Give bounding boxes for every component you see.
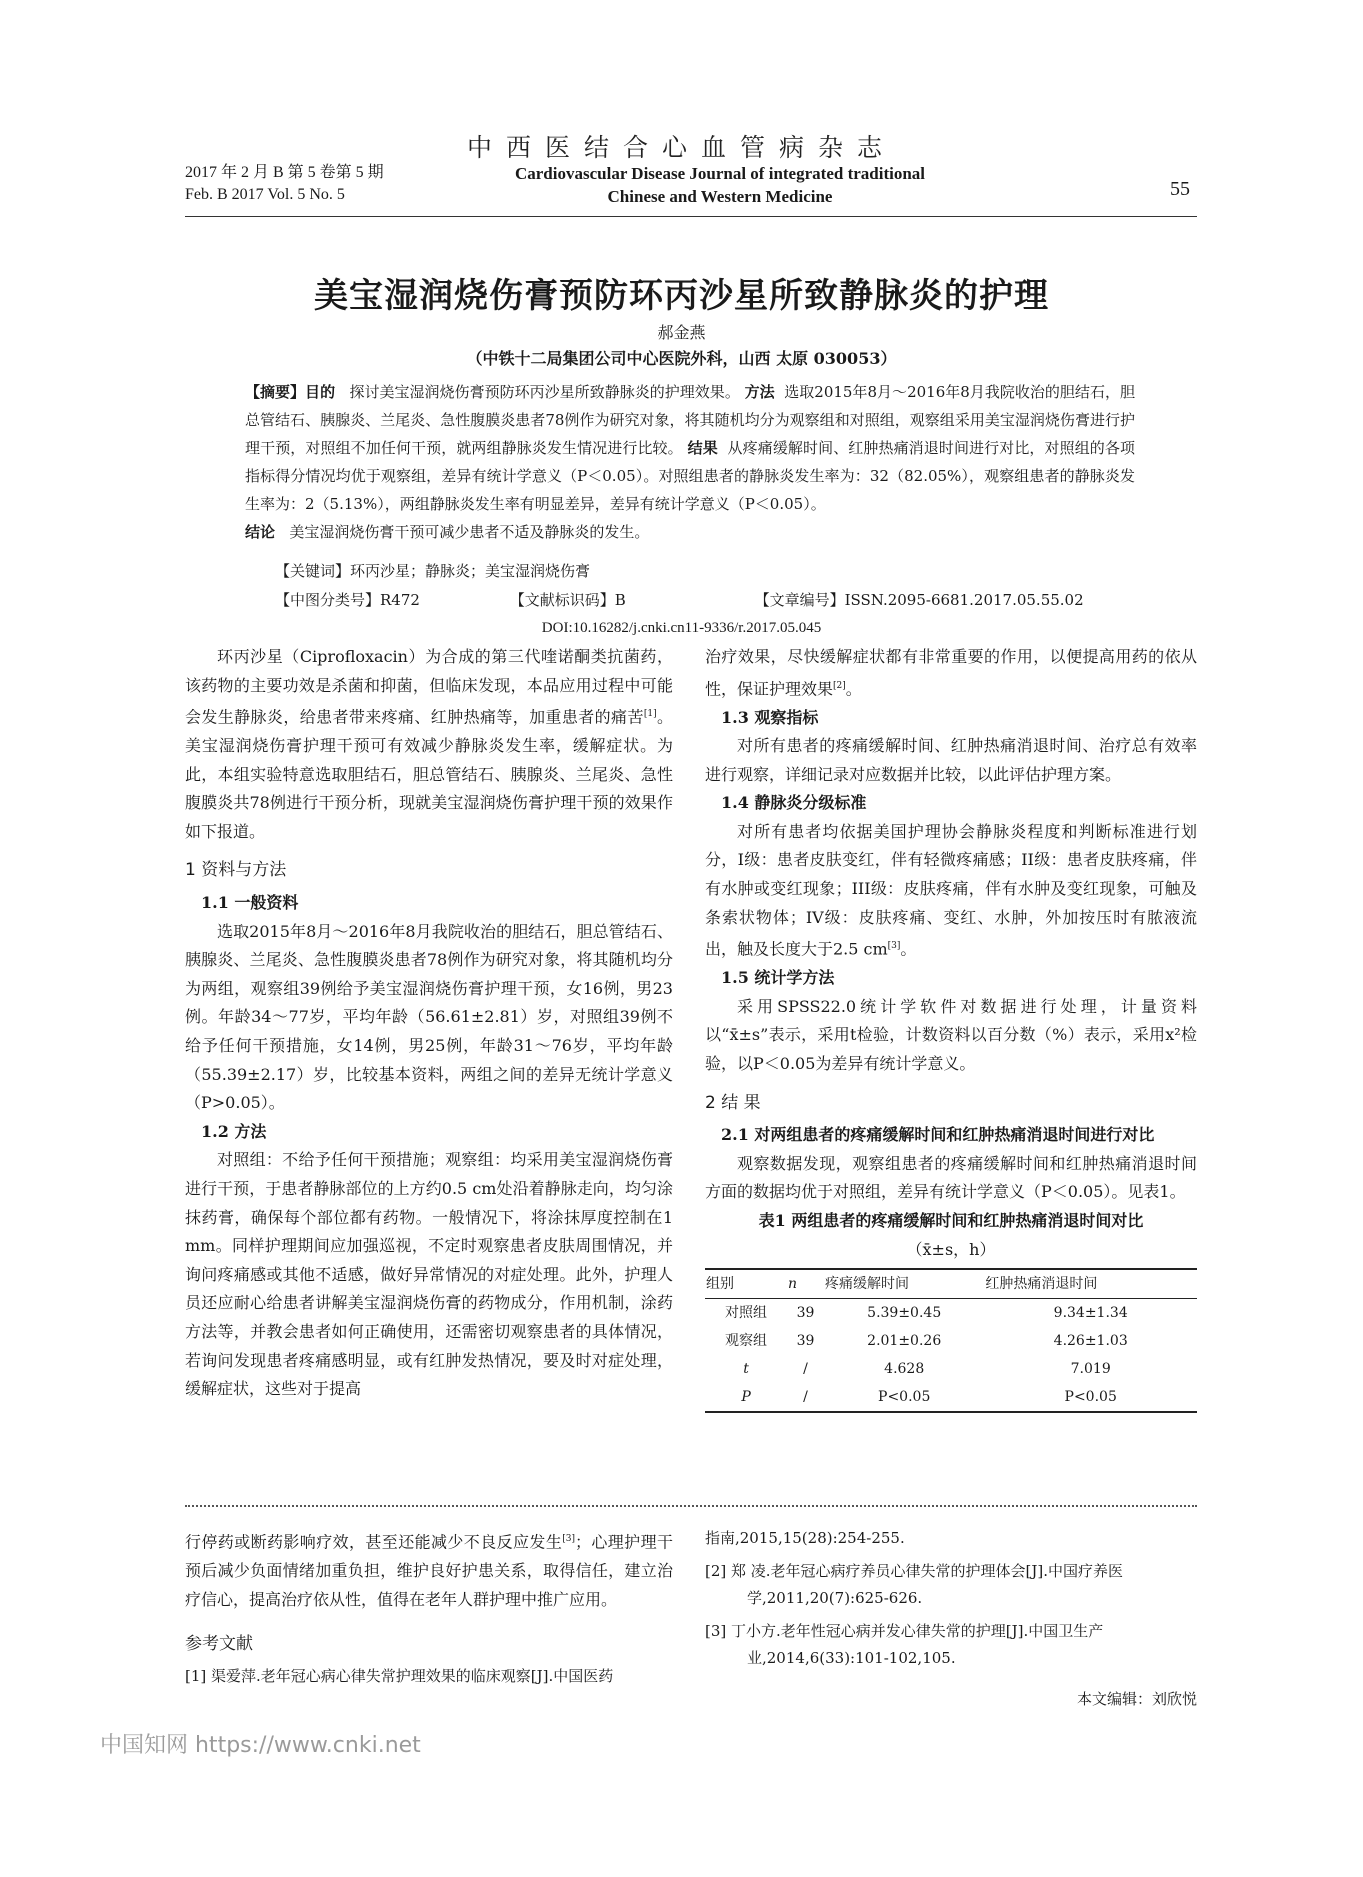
abstract-label: 【摘要】目的 — [245, 383, 336, 401]
left-column — [185, 643, 673, 1404]
references-heading: 参考文献 — [185, 1634, 253, 1655]
continued-paragraph: 治疗效果，尽快缓解症状都有非常重要的作用，以便提高用药的依从性，保证护理效果[2]。 — [705, 647, 1197, 698]
right-column — [705, 643, 1197, 1413]
methods-label: 方法 — [744, 383, 775, 401]
keywords: 【关键词】环丙沙星；静脉炎；美宝湿润烧伤膏 — [275, 562, 591, 580]
section-1-5-text: 采用SPSS22.0统计学软件对数据进行处理，计量资料以“x̄±s”表示，采用t检验，计数资料以百分数（%）表示，采用x²检验，以P＜0.05为差异有统计学意义。 — [705, 996, 1197, 1073]
table-row: t / 4.628 7.019 — [743, 1361, 1111, 1378]
table-row: 对照组 39 5.39±0.45 9.34±1.34 — [725, 1305, 1128, 1322]
issue-en: Feb. B 2017 Vol. 5 No. 5 — [185, 186, 345, 203]
abstract-objective: 探讨美宝湿润烧伤膏预防环丙沙星所致静脉炎的护理效果。 — [349, 383, 740, 401]
header-rule — [185, 216, 1197, 217]
table-row: 观察组 39 2.01±0.26 4.26±1.03 — [725, 1333, 1128, 1350]
table1-caption: 表1 两组患者的疼痛缓解时间和红肿热痛消退时间对比 — [758, 1210, 1144, 1230]
section-1-2-heading: 1.2 方法 — [201, 1121, 267, 1141]
table-header-row — [705, 1269, 1197, 1299]
abstract — [245, 378, 1135, 546]
section-1-1-text: 选取2015年8月～2016年8月我院收治的胆结石，胆总管结石、胰腺炎、兰尾炎、急性腹膜炎患者78例作为研究对象，将其随机均分为两组，观察组39例给予美宝湿润烧伤膏护理干预，女16例，男23例。年龄34～77岁，平均年龄（56.61±2.81）岁，对照组39例不给予任何干预措施，女14例，男25例，年龄31～76岁，平均年龄（55.39±2.17）岁，比较基本资料，两组之间的差异无统计学意义（P>0.05）。 — [185, 921, 673, 1113]
abstract-methods: 选取2015年8月～2016年8月我院收治的胆结石，胆总管结石、胰腺炎、兰尾炎、急性腹膜炎患者78例作为研究对象，将其随机均分为观察组和对照组，观察组采用美宝湿润烧伤膏进行护理干预，对照组不加任何干预，就两组静脉炎发生情况进行比较。 — [245, 383, 1135, 457]
article-number: 【文章编号】ISSN.2095-6681.2017.05.55.02 — [754, 591, 1084, 609]
reference-item: [2] 郑 凌.老年冠心病疗养员心律失常的护理体会[J].中国疗养医学,2011,20(7):625-626. — [705, 1562, 1124, 1607]
journal-title-cn: 中西医结合心血管病杂志 — [466, 133, 896, 162]
article-title: 美宝湿润烧伤膏预防环丙沙星所致静脉炎的护理 — [314, 276, 1049, 316]
table-row: P / P<0.05 P<0.05 — [705, 1383, 1197, 1412]
bottom-right-column — [705, 1525, 1197, 1713]
reference-item: [3] 丁小方.老年性冠心病并发心律失常的护理[J].中国卫生产业,2014,6(33):101-102,105. — [705, 1622, 1104, 1667]
classification-line — [275, 589, 1135, 610]
intro-paragraph: 环丙沙星（Ciprofloxacin）为合成的第三代喹诺酮类抗菌药，该药物的主要功效是杀菌和抑菌，但临床发现，本品应用过程中可能会发生静脉炎，给患者带来疼痛、红肿热痛等，加重患者的痛苦[1]。美宝湿润烧伤膏护理干预可有效减少静脉炎发生率，缓解症状。为此，本组实验特意选取胆结石，胆总管结石、胰腺炎、兰尾炎、急性腹膜炎共78例进行干预分析，现就美宝湿润烧伤膏护理干预的效果作如下报道。 — [185, 647, 673, 841]
reference-item: 指南,2015,15(28):254-255. — [705, 1529, 905, 1547]
journal-en-line2: Chinese and Western Medicine — [607, 187, 833, 206]
abstract-conclusion: 美宝湿润烧伤膏干预可减少患者不适及静脉炎的发生。 — [289, 523, 650, 541]
editor-credit: 本文编辑：刘欣悦 — [1076, 1690, 1197, 1708]
section-1-3-heading: 1.3 观察指标 — [721, 707, 819, 727]
section-2-heading: 2 结 果 — [705, 1092, 761, 1113]
col-header: 红肿热痛消退时间 — [984, 1269, 1197, 1299]
page-number: 55 — [1170, 178, 1190, 200]
section-1-2-text: 对照组：不给予任何干预措施；观察组：均采用美宝湿润烧伤膏进行干预，于患者静脉部位的上方约0.5 cm处沿着静脉走向，均匀涂抹药膏，确保每个部位都有药物。一般情况下，将涂抹厚度控制在1 mm。同样护理期间应加强巡视，不定时观察患者皮肤周围情况，并询问疼痛感或其他不适感，做好异常情况的对症处理。此外，护理人员还应耐心给患者讲解美宝湿润烧伤膏的药物成分，作用机制，涂药方法等，并教会患者如何正确使用，还需密切观察患者的具体情况，若询问发现患者疼痛感明显，或有红肿发热情况，要及时对症处理，缓解症状，这些对于提高 — [185, 1150, 673, 1399]
issue-info — [185, 162, 384, 206]
continued-paragraph-2: 行停药或断药影响疗效，甚至还能减少不良反应发生[3]；心理护理干预后减少负面情绪加重负担，维护良好护患关系，取得信任，建立治疗信心，提高治疗依从性，值得在老年人群护理中推广应用。 — [185, 1532, 673, 1609]
conclusion-label: 结论 — [245, 523, 276, 541]
doi: DOI:10.16282/j.cnki.cn11-9336/r.2017.05.045 — [541, 620, 822, 636]
section-1-heading: 1 资料与方法 — [185, 860, 287, 881]
section-1-3-text: 对所有患者的疼痛缓解时间、红肿热痛消退时间、治疗总有效率进行观察，详细记录对应数据并比较，以此评估护理方案。 — [705, 736, 1197, 784]
clc-number: 【中图分类号】R472 — [275, 591, 420, 609]
table1 — [705, 1268, 1197, 1413]
col-header: 组别 — [705, 1269, 787, 1299]
bottom-left-column — [185, 1525, 673, 1690]
article-affiliation: （中铁十二局集团公司中心医院外科，山西 太原 030053） — [466, 349, 897, 368]
dotted-separator — [185, 1505, 1197, 1507]
journal-title-en — [440, 162, 1000, 208]
article-author: 郝金燕 — [657, 323, 706, 342]
issue-cn: 2017 年 2 月 B 第 5 卷第 5 期 — [185, 164, 384, 181]
section-1-5-heading: 1.5 统计学方法 — [721, 968, 835, 988]
section-1-1-heading: 1.1 一般资料 — [201, 893, 299, 913]
abstract-results: 从疼痛缓解时间、红肿热痛消退时间进行对比，对照组的各项指标得分情况均优于观察组，差异有统计学意义（P＜0.05）。对照组患者的静脉炎发生率为：32（82.05%），观察组患者的静脉炎发生率为：2（5.13%），两组静脉炎发生率有明显差异，差异有统计学意义（P＜0.05）。 — [245, 439, 1135, 513]
section-1-4-text: 对所有患者均依据美国护理协会静脉炎程度和判断标准进行划分，I级：患者皮肤变红，伴有轻微疼痛感；II级：患者皮肤疼痛，伴有水肿或变红现象；III级：皮肤疼痛，伴有水肿及变红现象，可触及条索状物体；IV级：皮肤疼痛、变红、水肿，外加按压时有脓液流出，触及长度大于2.5 cm[3]。 — [705, 821, 1197, 959]
document-code: 【文献标识码】B — [509, 591, 626, 609]
section-2-1-text: 观察数据发现，观察组患者的疼痛缓解时间和红肿热痛消退时间方面的数据均优于对照组，差异有统计学意义（P＜0.05）。见表1。 — [705, 1153, 1197, 1202]
section-1-4-heading: 1.4 静脉炎分级标准 — [721, 793, 867, 813]
results-label: 结果 — [687, 439, 718, 457]
cnki-watermark: 中国知网 https://www.cnki.net — [100, 1733, 421, 1758]
section-2-1-heading: 2.1 对两组患者的疼痛缓解时间和红肿热痛消退时间进行对比 — [721, 1125, 1155, 1145]
table1-unit: （x̄±s，h） — [906, 1239, 996, 1259]
reference-item: [1] 渠爱萍.老年冠心病心律失常护理效果的临床观察[J].中国医药 — [185, 1666, 614, 1685]
col-header: 疼痛缓解时间 — [824, 1269, 984, 1299]
journal-en-line1: Cardiovascular Disease Journal of integrated traditional — [514, 164, 926, 183]
col-header: n — [787, 1269, 824, 1299]
